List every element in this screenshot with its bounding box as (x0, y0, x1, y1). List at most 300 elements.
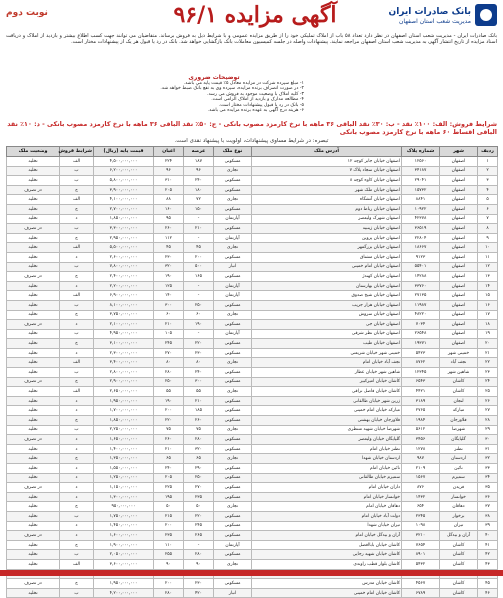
table-cell: تخلیه (7, 425, 60, 435)
note-item: ۶- هزینه درج آگهی به عهده برنده مزایده می باشد. (207, 108, 304, 114)
table-cell: ۱۸۶۶۷ (402, 243, 440, 253)
table-cell: سمیرم (440, 473, 478, 483)
bank-name: بانک صادرات ایران (388, 7, 471, 17)
table-cell: الف (60, 157, 94, 167)
table-cell: مسکونی (214, 320, 252, 330)
table-row (7, 195, 498, 205)
table-cell: تخلیه (7, 444, 60, 454)
table-cell: ۱,۴۰۰,۰۰۰,۰۰۰ (94, 444, 154, 454)
table-cell: ۲۳۵ (184, 492, 214, 502)
table-cell: الف (60, 243, 94, 253)
table-cell: ۲۳۰ (154, 252, 184, 262)
table-cell: اصفهان (440, 214, 478, 224)
table-cell: ب (60, 550, 94, 560)
table-cell: ۱,۶۰۰,۰۰۰,۰۰۰ (94, 531, 154, 541)
table-cell: اصفهان خیابان کهندژ (252, 272, 402, 282)
table-cell: ۳۱۰ (154, 176, 184, 186)
table-cell: د (60, 531, 94, 541)
table-cell: تخلیه (7, 502, 60, 512)
table-cell: ۴۳ (478, 559, 498, 569)
table-cell: تجاری (214, 387, 252, 397)
table-cell: ۱۵۷۳۲ (402, 185, 440, 195)
bank-logo (377, 4, 497, 30)
table-cell: تخلیه (7, 176, 60, 186)
properties-table (6, 146, 498, 598)
table-cell: تخلیه (7, 281, 60, 291)
table-cell: - (184, 329, 214, 339)
table-row (7, 233, 498, 243)
table-cell: مبارکه خیابان امام خمینی (252, 406, 402, 416)
table-cell: اصفهان خیابان آتشگاه (252, 195, 402, 205)
table-cell: مسکونی (214, 204, 252, 214)
table-cell: ۲۰۰ (154, 521, 184, 531)
table-cell: فلاورجان (440, 416, 478, 426)
table-cell: مسکونی (214, 579, 252, 589)
table-cell: در تصرف (7, 320, 60, 330)
table-cell: ۴۸۲۲۰ (402, 310, 440, 320)
table-cell: ۲۲۰ (184, 511, 214, 521)
table-cell: ۱۲۵ (154, 281, 184, 291)
table-row (7, 185, 498, 195)
table-cell: ۳۰۰ (154, 300, 184, 310)
table-cell: ۳۴۵۶ (402, 435, 440, 445)
table-cell: ۱۴۰ (154, 291, 184, 301)
table-cell: مسکونی (214, 444, 252, 454)
table-cell: ۲۶ (478, 396, 498, 406)
table-cell: ج (60, 416, 94, 426)
table-cell: تجاری (214, 559, 252, 569)
table-row (7, 502, 498, 512)
table-cell: ۲,۶۰۰,۰۰۰,۰۰۰ (94, 252, 154, 262)
bank-subtitle: مدیریت شعب استان اصفهان (399, 18, 471, 25)
table-cell: ۸۷۶ (402, 483, 440, 493)
table-cell: تخلیه (7, 348, 60, 358)
table-cell: د (60, 396, 94, 406)
table-cell: ۱۰۵ (154, 329, 184, 339)
table-cell: ۱,۸۵۰,۰۰۰,۰۰۰ (94, 214, 154, 224)
table-cell: اصفهان (440, 291, 478, 301)
table-cell: ۱۸ (478, 320, 498, 330)
table-cell: ۷۵ (154, 425, 184, 435)
table-cell: آپارتمان (214, 233, 252, 243)
table-cell: ۳۷ (478, 502, 498, 512)
table-cell: ۶۵۴ (402, 502, 440, 512)
table-cell: ۲۷۰ (184, 483, 214, 493)
table-cell: تیران (440, 521, 478, 531)
table-cell: ۶۵ (184, 454, 214, 464)
table-cell: ج (60, 310, 94, 320)
notes-box (124, 74, 304, 118)
table-cell: اصفهان (440, 195, 478, 205)
table-cell: اصفهان خیابان جی (252, 320, 402, 330)
table-cell: مسکونی (214, 272, 252, 282)
table-cell: ۲۱۰۹ (402, 464, 440, 474)
table-cell: شهرضا (440, 425, 478, 435)
table-cell: ۸۰ (154, 358, 184, 368)
table-cell: اصفهان (440, 157, 478, 167)
table-cell: اصفهان (440, 176, 478, 186)
table-cell: مسکونی (214, 252, 252, 262)
table-cell: ۲۶۰ (154, 224, 184, 234)
table-cell: تخلیه (7, 387, 60, 397)
table-cell: ۳,۹۰۰,۰۰۰,۰۰۰ (94, 185, 154, 195)
table-body (7, 157, 498, 598)
table-cell: کاشان بلوار قطب راوندی (252, 559, 402, 569)
table-cell: ۶۵ (154, 454, 184, 464)
table-cell: مسکونی (214, 348, 252, 358)
table-cell: اصفهان (440, 272, 478, 282)
table-cell: ۲۹۰۴۱ (402, 176, 440, 186)
table-cell: ۱۱ (478, 252, 498, 262)
table-cell: گلپایگان (440, 435, 478, 445)
column-header: اعیان (154, 147, 184, 157)
table-cell: اصفهان (440, 185, 478, 195)
table-cell: ۲,۶۵۰,۰۰۰,۰۰۰ (94, 387, 154, 397)
table-cell: د (60, 464, 94, 474)
table-cell: ۹ (478, 233, 498, 243)
table-cell: تجاری (214, 243, 252, 253)
table-cell: کاشان خیابان مدرس (252, 579, 402, 589)
table-cell: ۳۸ (478, 511, 498, 521)
table-cell: د (60, 252, 94, 262)
table-cell: ج (60, 454, 94, 464)
table-cell: خمینی شهر (440, 348, 478, 358)
table-cell: تیران خیابان شهدا (252, 521, 402, 531)
table-cell: تجاری (214, 310, 252, 320)
table-cell: در تصرف (7, 185, 60, 195)
table-cell: اصفهان خیابان طیب (252, 339, 402, 349)
table-cell: اصفهان (440, 252, 478, 262)
table-row (7, 310, 498, 320)
note-item: ۵- بانک در رد یا قبول پیشنهادات مختار است. (218, 102, 304, 108)
table-row (7, 559, 498, 569)
table-cell: ۳۶۵۱۹ (402, 224, 440, 234)
table-cell: اصفهان خیابان جابر کوچه ۱۲ (252, 157, 402, 167)
table-row (7, 550, 498, 560)
table-cell: - (184, 214, 214, 224)
table-cell: ۳۵ (478, 483, 498, 493)
table-cell: ۵۵ (154, 387, 184, 397)
properties-table-wrapper (6, 146, 497, 596)
table-cell: مسکونی (214, 473, 252, 483)
table-cell: ۳ (478, 176, 498, 186)
table-cell: ۲۷۱۳۵ (402, 291, 440, 301)
table-cell: تجاری (214, 195, 252, 205)
table-cell: ۱۴ (478, 281, 498, 291)
table-cell: ۲۸۰ (184, 435, 214, 445)
table-row (7, 521, 498, 531)
table-cell: ۲,۴۰۰,۰۰۰,۰۰۰ (94, 272, 154, 282)
table-cell: ۲۷۶۵ (402, 406, 440, 416)
table-cell: ۲۱ (478, 348, 498, 358)
table-cell: ۱,۶۵۰,۰۰۰,۰۰۰ (94, 435, 154, 445)
table-cell: ۳۱ (478, 444, 498, 454)
table-cell: ۳۲ (478, 454, 498, 464)
table-cell: د (60, 483, 94, 493)
table-cell: تخلیه (7, 339, 60, 349)
table-cell: ب (60, 368, 94, 378)
table-cell: تجاری (214, 454, 252, 464)
table-cell: ۱۵ (478, 291, 498, 301)
table-cell: ب (60, 224, 94, 234)
table-cell: خوانسار خیابان امام (252, 492, 402, 502)
table-cell: ۲۵۰ (184, 473, 214, 483)
table-cell: نجف آباد (440, 358, 478, 368)
table-cell: ۱۹۸۴ (402, 416, 440, 426)
table-cell: مسکونی (214, 521, 252, 531)
table-cell: اصفهان (440, 204, 478, 214)
table-cell: ۴۵ (184, 243, 214, 253)
table-cell: تخلیه (7, 157, 60, 167)
table-cell: ۶ (478, 204, 498, 214)
table-cell: ۱۶۵ (184, 272, 214, 282)
table-cell: تخلیه (7, 368, 60, 378)
table-cell: ۸۰ (184, 358, 214, 368)
table-cell: ب (60, 329, 94, 339)
table-cell: ب (60, 300, 94, 310)
table-row (7, 166, 498, 176)
table-cell: ب (60, 588, 94, 598)
table-row (7, 214, 498, 224)
table-cell: ۱,۵۵۰,۰۰۰,۰۰۰ (94, 464, 154, 474)
table-cell: ۳,۶۰۰,۰۰۰,۰۰۰ (94, 559, 154, 569)
table-cell: تخلیه (7, 396, 60, 406)
table-cell: مسکونی (214, 416, 252, 426)
table-cell: ۱۹۰ (154, 272, 184, 282)
table-cell: تخلیه (7, 416, 60, 426)
table-cell: ۲۳ (478, 368, 498, 378)
table-cell: در تصرف (7, 579, 60, 589)
table-cell: مسکونی (214, 511, 252, 521)
table-cell: ۹۱۲۳ (402, 252, 440, 262)
table-cell: ۵,۵۰۰,۰۰۰,۰۰۰ (94, 243, 154, 253)
table-cell: مسکونی (214, 368, 252, 378)
table-cell: ۲۳۴۵ (402, 511, 440, 521)
table-cell: ۵۵ (184, 387, 214, 397)
table-cell: ج (60, 272, 94, 282)
table-cell: ۱۹۰ (184, 320, 214, 330)
table-cell: کاشان خیابان فاضل نراقی (252, 387, 402, 397)
table-cell: ۱۰۹۸ (402, 521, 440, 531)
table-cell: مسکونی (214, 176, 252, 186)
table-cell: ۵۵۴۰۱ (402, 262, 440, 272)
table-cell: د (60, 320, 94, 330)
table-cell: ۱۹۵ (154, 492, 184, 502)
table-row (7, 444, 498, 454)
table-cell: ۴۲۳۷۸ (402, 214, 440, 224)
table-cell: - (184, 291, 214, 301)
table-cell: اصفهان (440, 262, 478, 272)
table-cell: ج (60, 377, 94, 387)
column-header: وضعیت ملک (7, 147, 60, 157)
table-cell: ۱,۷۰۰,۰۰۰,۰۰۰ (94, 406, 154, 416)
table-cell: ۴۴۲۱ (402, 387, 440, 397)
table-cell: تخلیه (7, 588, 60, 598)
table-row (7, 473, 498, 483)
table-cell: اصفهان (440, 281, 478, 291)
table-header-row (7, 147, 498, 157)
table-cell: ۲,۷۰۰,۰۰۰,۰۰۰ (94, 204, 154, 214)
table-cell: الف (60, 291, 94, 301)
table-row (7, 396, 498, 406)
table-cell: اصفهان (440, 300, 478, 310)
table-cell: اصفهان خیابان شیخ صدوق (252, 291, 402, 301)
note-item: ۲- در صورت انصراف برنده مزایده، سپرده وی به نفع بانک ضبط خواهد شد. (160, 86, 304, 92)
table-cell: ۲۶۵۴۸ (402, 329, 440, 339)
table-cell: ۲۴۰ (184, 368, 214, 378)
table-cell: تخلیه (7, 358, 60, 368)
table-cell: اصفهان (440, 233, 478, 243)
table-cell: ۲۰۰ (154, 579, 184, 589)
table-cell: کاشان (440, 550, 478, 560)
table-cell: - (184, 540, 214, 550)
table-cell: شاهین شهر (440, 368, 478, 378)
table-cell: ۲۲۵ (154, 483, 184, 493)
priority-note: تبصره: در شرایط مساوی پیشنهادات، اولویت با پیشنهاد نقدی است. (174, 138, 329, 144)
table-cell: در تصرف (7, 483, 60, 493)
table-row (7, 531, 498, 541)
table-cell: ۸۷۶۲ (402, 358, 440, 368)
table-cell: تخلیه (7, 214, 60, 224)
table-cell: ۲۰۰ (154, 406, 184, 416)
column-header: ردیف (478, 147, 498, 157)
table-cell: ۷,۸۰۰,۰۰۰,۰۰۰ (94, 262, 154, 272)
table-cell: ۲۰۵ (154, 473, 184, 483)
table-cell: ۲۴۰ (154, 464, 184, 474)
table-cell: تخلیه (7, 473, 60, 483)
table-cell: اصفهان خیابان کاوه کوچه ۸ (252, 176, 402, 186)
table-cell: خوانسار (440, 492, 478, 502)
table-row (7, 300, 498, 310)
table-cell: ۲۳۵ (154, 531, 184, 541)
table-cell: زرین شهر خیابان طالقانی (252, 396, 402, 406)
table-cell: ج (60, 339, 94, 349)
table-cell: اصفهان خیابان هزار جریب (252, 300, 402, 310)
table-cell: ۴۵ (478, 579, 498, 589)
table-cell: کاشان (440, 588, 478, 598)
table-cell: مسکونی (214, 435, 252, 445)
table-cell: ۱۰ (478, 243, 498, 253)
table-cell: مسکونی (214, 300, 252, 310)
table-row (7, 511, 498, 521)
table-cell: اردستان (440, 454, 478, 464)
table-cell: ۷ (478, 214, 498, 224)
table-cell: ۷۲ (184, 195, 214, 205)
table-cell: اصفهان خیابان رباط دوم (252, 204, 402, 214)
table-cell: نجف آباد خیابان امام (252, 358, 402, 368)
table-cell: ۳۳ (478, 464, 498, 474)
table-cell: ج (60, 579, 94, 589)
table-cell: مسکونی (214, 550, 252, 560)
table-cell: لنجان (440, 396, 478, 406)
table-cell: تخلیه (7, 233, 60, 243)
table-cell: اصفهان خیابان سروش (252, 310, 402, 320)
table-cell: آران و بیدگل (440, 531, 478, 541)
table-cell: کاشان (440, 559, 478, 569)
column-header: شماره پلاک (402, 147, 440, 157)
table-cell: مبارکه (440, 406, 478, 416)
note-item: ۴- مطالعه مدارک و بازدید از املاک الزامی است. (211, 97, 304, 103)
table-cell: مسکونی (214, 492, 252, 502)
table-cell: ۱۴۲۸۸ (402, 272, 440, 282)
table-cell: اصفهان خیابان پروین (252, 233, 402, 243)
table-cell: اردستان خیابان شهدا (252, 454, 402, 464)
table-cell: ۷۵ (184, 425, 214, 435)
table-cell: ۳۹ (478, 521, 498, 531)
table-cell: ۳۴ (478, 473, 498, 483)
table-cell: ۲,۹۰۰,۰۰۰,۰۰۰ (94, 377, 154, 387)
table-cell: ۲۵۰ (154, 377, 184, 387)
table-cell: ۲۸۰ (154, 368, 184, 378)
table-cell: ۲۶۰ (184, 416, 214, 426)
table-row (7, 281, 498, 291)
column-header: قیمت پایه (ریال) (94, 147, 154, 157)
table-row (7, 339, 498, 349)
table-cell: ۲۴ (478, 377, 498, 387)
notes-title: توضیحات ضروری (188, 74, 240, 81)
table-cell: ۱,۹۵۰,۰۰۰,۰۰۰ (94, 579, 154, 589)
intro-paragraph: بانک صادرات ایران - مدیریت شعب استان اصفهان در نظر دارد تعداد ۵۸ باب از املاک تملیکی خود را از طریق مزایده عمومی و با شرایط ذیل به فروش برساند. متقاضیان می توانند جهت کسب اطلاع بیشتر و بازدید از املاک و دریافت اسناد مزایده از تاریخ انتشار آگهی به مدیریت شعب استان اصفهان مراجعه نمایند. پیشنهادات واصله در جلسه کمیسیون معاملات بانک بازگشایی خواهد شد. بانک در رد یا قبول هر یک از پیشنهادات مختار است. (6, 33, 497, 46)
table-cell: مسکونی (214, 464, 252, 474)
table-cell: تخلیه (7, 550, 60, 560)
table-cell: ۲۸ (478, 416, 498, 426)
table-cell: ۲۴۵ (184, 521, 214, 531)
table-cell: کاشان خیابان شهید رجایی (252, 550, 402, 560)
table-cell: اصفهان خیابان مشتاق (252, 252, 402, 262)
table-cell: ۵۰ (184, 502, 214, 512)
table-cell: ۹۰ (184, 559, 214, 569)
sale-conditions: شرایط فروش: الف: ۱۰۰٪ نقد - ب: ۳۰٪ نقد الباقی ۳۶ ماهه با نرخ کارمزد مصوب بانکی - ج: ۵۰٪ نقد الباقی ۳۶ ماهه با نرخ کارمزد مصوب بانکی - د: ۱۰٪ نقد الباقی اقساط ۶۰ ماهه با نرخ کارمزد مصوب بانکی (7, 120, 497, 136)
table-row (7, 320, 498, 330)
table-cell: اصفهان خیابان بهارستان (252, 281, 402, 291)
table-cell: مسکونی (214, 339, 252, 349)
table-cell: ۱۴۳۲ (402, 492, 440, 502)
table-cell: ۳۶ (478, 492, 498, 502)
table-cell: در تصرف (7, 272, 60, 282)
table-cell: ۱۷ (478, 310, 498, 320)
table-cell: ۸۹۰۱ (402, 550, 440, 560)
table-cell: اصفهان (440, 320, 478, 330)
table-cell: ۱۰۹۲۲ (402, 204, 440, 214)
table-cell: تخلیه (7, 521, 60, 531)
table-cell: خمینی شهر خیابان شریعتی (252, 348, 402, 358)
table-row (7, 454, 498, 464)
table-cell: ج (60, 502, 94, 512)
table-cell: ۲,۸۰۰,۰۰۰,۰۰۰ (94, 368, 154, 378)
table-cell: - (184, 281, 214, 291)
table-cell: ۲۲ (478, 358, 498, 368)
table-cell: ۲۶۰ (154, 435, 184, 445)
table-cell: ب (60, 511, 94, 521)
table-cell: ۱۵۶۷ (402, 473, 440, 483)
table-cell: فریدن (440, 483, 478, 493)
table-cell: ۱۹۰ (154, 396, 184, 406)
table-cell: تخلیه (7, 195, 60, 205)
table-row (7, 579, 498, 589)
table-cell: ۳,۳۰۰,۰۰۰,۰۰۰ (94, 224, 154, 234)
column-header: شهر (440, 147, 478, 157)
table-cell: ج (60, 185, 94, 195)
table-cell: تجاری (214, 166, 252, 176)
table-cell: ۱۹ (478, 329, 498, 339)
table-cell: اصفهان شهرک ولیعصر (252, 214, 402, 224)
table-cell: اصفهان (440, 224, 478, 234)
table-cell: اصفهان خیابان نظر شرقی (252, 329, 402, 339)
table-cell: نائین (440, 464, 478, 474)
table-cell: اصفهان (440, 166, 478, 176)
table-cell: تخلیه (7, 252, 60, 262)
table-cell: کاشان خیابان امام خمینی (252, 588, 402, 598)
